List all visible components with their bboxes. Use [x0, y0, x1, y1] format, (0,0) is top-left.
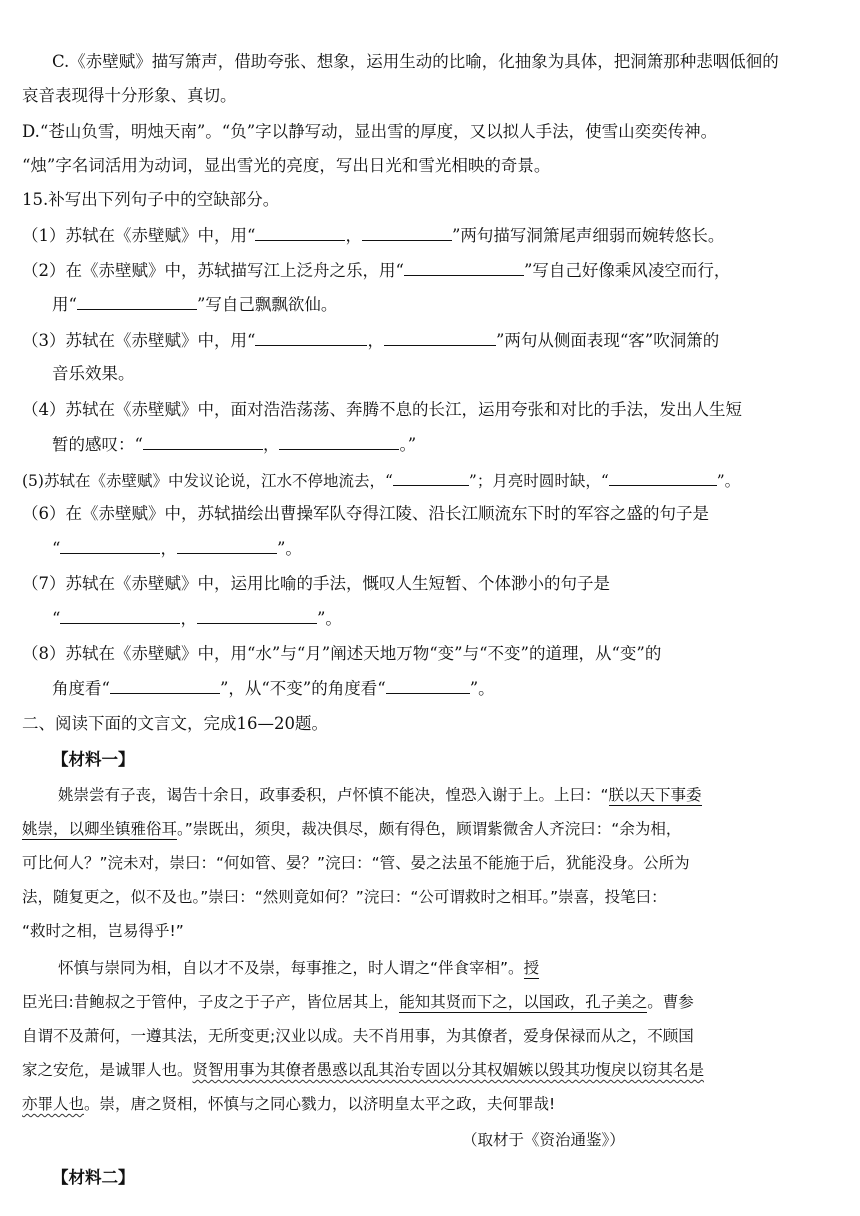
passage-2-line5 — [22, 1094, 555, 1114]
q14-option-c-line2: 哀音表现得十分形象、真切。 — [22, 86, 237, 105]
q15-item-5 — [22, 470, 740, 491]
q15-8-text-d: ”。 — [469, 679, 495, 698]
q15-2-text-d: ”写自己飘飘欲仙。 — [196, 295, 338, 314]
blank[interactable] — [393, 470, 469, 486]
underlined-char: 授 — [523, 959, 540, 977]
blank[interactable] — [279, 434, 399, 450]
blank[interactable] — [197, 608, 317, 624]
wavy-underlined-sentence: 亦罪人也 — [22, 1095, 85, 1113]
q15-item-2 — [22, 260, 730, 281]
q15-item-6: （6）在《赤壁赋》中，苏轼描绘出曹操军队夺得江陵、沿长江顺流东下时的军容之盛的句子是 — [22, 504, 709, 523]
q15-2-text-b: ”写自己好像乘风凌空而行， — [523, 261, 731, 280]
passage-1-line4: 法，随复更之，似不及也。”崇曰：“然则竟如何？”浣曰：“公可谓救时之相耳。”崇喜，投笔曰： — [22, 888, 667, 906]
blank[interactable] — [143, 434, 263, 450]
passage-1-line1 — [58, 785, 702, 805]
blank[interactable] — [609, 470, 717, 486]
passage-2-line1 — [58, 958, 539, 978]
blank[interactable] — [177, 538, 277, 554]
passage-1-line3: 可比何人？”浣未对，崇曰：“何如管、晏？”浣曰：“管、晏之法虽不能施于后，犹能没身。公所为 — [22, 854, 690, 872]
q15-item-3-cont: 音乐效果。 — [52, 364, 135, 383]
material-1-label: 【材料一】 — [52, 750, 135, 769]
q15-6-text-c: ”。 — [276, 539, 302, 558]
q15-5-text-c: ”。 — [716, 472, 741, 490]
q15-8-text-b: 角度看“ — [52, 679, 110, 698]
q14-option-d-line2: “烛”字名词活用为动词，显出雪光的亮度，写出日光和雪光相映的奇景。 — [22, 156, 551, 175]
passage-text: 家之安危，是诚罪人也。 — [22, 1061, 193, 1079]
q15-7-text-c: ”。 — [316, 609, 342, 628]
q15-5-text-b: ”；月亮时圆时缺，“ — [468, 472, 609, 490]
comma: ， — [367, 331, 384, 350]
q15-item-6-cont — [52, 538, 302, 559]
q15-1-text-a: （1）苏轼在《赤壁赋》中，用“ — [22, 226, 256, 245]
passage-text: 怀慎与崇同为相，自以才不及崇，每事推之，时人谓之“伴食宰相”。 — [58, 959, 524, 977]
blank[interactable] — [255, 225, 345, 241]
passage-2-line3: 自谓不及萧何，一遵其法，无所变更;汉业以成。夫不肖用事，为其僚者，爱身保禄而从之，不顾国 — [22, 1027, 694, 1045]
q14-option-d-line1: D.“苍山负雪，明烛天南”。“负”字以静写动，显出雪的厚度，又以拟人手法，使雪山奕奕传神。 — [22, 122, 718, 141]
passage-1-line2 — [22, 819, 681, 839]
q15-title: 15.补写出下列句子中的空缺部分。 — [22, 190, 280, 209]
blank[interactable] — [60, 538, 160, 554]
q15-5-text-a: (5)苏轼在《赤壁赋》中发议论说，江水不停地流去，“ — [22, 472, 393, 490]
comma: ， — [160, 539, 177, 558]
blank[interactable] — [60, 608, 180, 624]
q15-item-8: （8）苏轼在《赤壁赋》中，用“水”与“月”阐述天地万物“变”与“不变”的道理，从“变”的 — [22, 644, 662, 663]
q15-4-text-b: 暂的感叹：“ — [52, 435, 143, 454]
comma: ， — [180, 609, 197, 628]
blank[interactable] — [77, 294, 197, 310]
section-heading: 二、阅读下面的文言文，完成16—20题。 — [22, 714, 328, 733]
q15-8-text-c: ”，从“不变”的角度看“ — [219, 679, 386, 698]
passage-text: 臣光曰:昔鲍叔之于管仲，子皮之于子产，皆位居其上， — [22, 993, 400, 1011]
passage-text: 。曹参 — [647, 993, 694, 1011]
blank[interactable] — [110, 678, 220, 694]
comma: ， — [262, 435, 280, 454]
comma: ， — [345, 226, 362, 245]
passage-text: 姚崇尝有子丧，谒告十余日，政事委积，卢怀慎不能决，惶恐入谢于上。上曰：“ — [58, 786, 609, 804]
q15-6-text-b: “ — [52, 539, 61, 558]
q15-item-8-cont — [52, 678, 495, 699]
source-citation: （取材于《资治通鉴》） — [462, 1131, 625, 1149]
blank[interactable] — [386, 678, 470, 694]
wavy-underlined-sentence: 贤智用事为其僚者愚惑以乱其治专固以分其权媚嫉以毁其功愎戾以窃其名是 — [192, 1061, 705, 1079]
passage-1-line5: “救时之相，岂易得乎!” — [22, 922, 184, 940]
underlined-sentence: 能知其贤而下之，以国政，孔子美之 — [399, 993, 648, 1011]
material-2-label: 【材料二】 — [52, 1168, 135, 1187]
passage-2-line4 — [22, 1060, 704, 1080]
underlined-sentence: 朕以天下事委 — [608, 786, 702, 804]
q15-item-1 — [22, 225, 724, 246]
q15-item-7: （7）苏轼在《赤壁赋》中，运用比喻的手法，慨叹人生短暂、个体渺小的句子是 — [22, 574, 610, 593]
q15-1-text-b: ”两句描写洞箫尾声细弱而婉转悠长。 — [451, 226, 725, 245]
blank[interactable] — [362, 225, 452, 241]
underlined-sentence: 姚崇，以卿坐镇雅俗耳 — [22, 820, 178, 838]
q15-item-7-cont — [52, 608, 342, 629]
blank[interactable] — [255, 330, 367, 346]
q15-2-text-a: （2）在《赤壁赋》中，苏轼描写江上泛舟之乐，用“ — [22, 261, 404, 280]
q15-3-text-b: ”两句从侧面表现“客”吹洞箫的 — [495, 331, 720, 350]
q15-item-4-cont — [52, 434, 416, 455]
q15-4-text-c: 。” — [399, 435, 417, 454]
q15-2-text-c: 用“ — [52, 295, 77, 314]
passage-2-line2 — [22, 992, 694, 1012]
blank[interactable] — [404, 260, 524, 276]
blank[interactable] — [384, 330, 496, 346]
q15-3-text-a: （3）苏轼在《赤壁赋》中，用“ — [22, 331, 256, 350]
q15-7-text-b: “ — [52, 609, 61, 628]
q15-item-4: （4）苏轼在《赤壁赋》中，面对浩浩荡荡、奔腾不息的长江，运用夸张和对比的手法，发出人生短 — [22, 400, 742, 419]
q14-option-c-line1: C.《赤壁赋》描写箫声，借助夸张、想象，运用生动的比喻，化抽象为具体，把洞箫那种悲咽低徊的 — [52, 52, 779, 71]
q15-item-3 — [22, 330, 719, 351]
passage-text: 。”崇既出，须臾，裁决俱尽，颇有得色，顾谓紫微舍人齐浣曰：“余为相， — [177, 820, 682, 838]
q15-item-2-cont — [52, 294, 337, 315]
passage-text: 。崇，唐之贤相，怀慎与之同心戮力，以济明皇太平之政，夫何罪哉! — [84, 1095, 556, 1113]
